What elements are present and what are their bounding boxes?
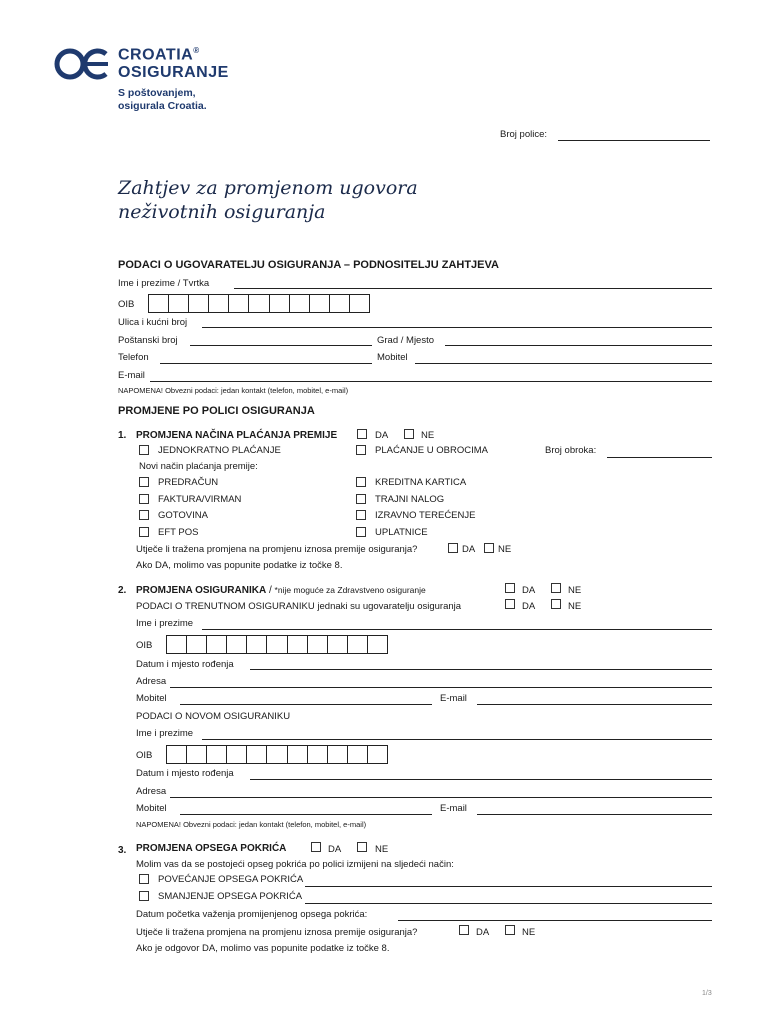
brand-logo xyxy=(54,44,254,84)
installments-checkbox[interactable] xyxy=(356,445,366,455)
s1-yes-label: DA xyxy=(375,430,389,441)
one-time-label: JEDNOKRATNO PLAĆANJE xyxy=(158,445,281,456)
oib-label: OIB xyxy=(118,299,135,310)
contractor-heading: PODACI O UGOVARATELJU OSIGURANJA – PODNOSITELJU ZAHTJEVA xyxy=(118,259,499,271)
new-email-label: E-mail xyxy=(440,803,467,814)
city-label: Grad / Mjesto xyxy=(377,335,435,346)
method-label-8: UPLATNICE xyxy=(375,527,428,538)
s3-affects-no-label: NE xyxy=(522,927,536,938)
new-insured-heading: PODACI O NOVOM OSIGURANIKU xyxy=(136,711,291,722)
name-field[interactable] xyxy=(234,288,712,289)
croatia-logo-icon xyxy=(54,46,110,82)
new-oib-field[interactable] xyxy=(166,745,388,764)
brand-name-1: CROATIA xyxy=(118,46,194,64)
s3-yes-label: DA xyxy=(328,844,342,855)
mobile-label: Mobitel xyxy=(377,352,408,363)
postal-label: Poštanski broj xyxy=(118,335,178,346)
method-label-3: GOTOVINA xyxy=(158,510,208,521)
method-checkbox-2[interactable] xyxy=(139,494,149,504)
same-as-label: PODACI O TRENUTNOM OSIGURANIKU jednaki su ugovaratelju osiguranja xyxy=(136,601,462,612)
form-title-1: Zahtjev za promjenom ugovora xyxy=(118,177,418,199)
postal-field[interactable] xyxy=(190,345,372,346)
s2-yes-label: DA xyxy=(522,585,536,596)
new-name-field[interactable] xyxy=(202,739,712,740)
current-mobile-label: Mobitel xyxy=(136,693,167,704)
method-label-7: IZRAVNO TEREĆENJE xyxy=(375,510,476,521)
s3-no-label: NE xyxy=(375,844,389,855)
s2-no-checkbox[interactable] xyxy=(551,583,561,593)
s2-slash: / xyxy=(266,585,275,596)
s2-title-row xyxy=(136,586,426,596)
s3-no-checkbox[interactable] xyxy=(357,842,367,852)
method-label-2: FAKTURA/VIRMAN xyxy=(158,494,242,505)
same-as-yes-label: DA xyxy=(522,601,536,612)
s1-affects-no-label: NE xyxy=(498,544,512,555)
name-label: Ime i prezime / Tvrtka xyxy=(118,278,210,289)
current-oib-label: OIB xyxy=(136,640,153,651)
method-checkbox-1[interactable] xyxy=(139,477,149,487)
current-address-label: Adresa xyxy=(136,676,167,687)
installments-count-label: Broj obroka: xyxy=(545,445,597,456)
s1-number: 1. xyxy=(118,430,127,441)
s1-yes-checkbox[interactable] xyxy=(357,429,367,439)
same-as-no-checkbox[interactable] xyxy=(551,599,561,609)
slogan-1: S poštovanjem, xyxy=(118,87,196,99)
start-date-label: Datum početka važenja promijenjenog opsega pokrića: xyxy=(136,909,368,920)
new-email-field[interactable] xyxy=(477,814,712,815)
increase-field[interactable] xyxy=(305,886,712,887)
s3-affects-yes-checkbox[interactable] xyxy=(459,925,469,935)
s3-number: 3. xyxy=(118,845,127,856)
current-email-field[interactable] xyxy=(477,704,712,705)
current-dob-field[interactable] xyxy=(250,669,712,670)
method-checkbox-8[interactable] xyxy=(356,527,366,537)
method-label-6: TRAJNI NALOG xyxy=(375,494,445,505)
current-name-label: Ime i prezime xyxy=(136,618,194,629)
s2-number: 2. xyxy=(118,585,127,596)
increase-checkbox[interactable] xyxy=(139,874,149,884)
page-number: 1/3 xyxy=(702,990,712,997)
changes-heading: PROMJENE PO POLICI OSIGURANJA xyxy=(118,405,315,417)
s1-affects-no-checkbox[interactable] xyxy=(484,543,494,553)
oib-field[interactable] xyxy=(148,294,370,313)
same-as-yes-checkbox[interactable] xyxy=(505,599,515,609)
new-address-label: Adresa xyxy=(136,786,167,797)
street-label: Ulica i kućni broj xyxy=(118,317,188,328)
new-mobile-label: Mobitel xyxy=(136,803,167,814)
decrease-label: SMANJENJE OPSEGA POKRIĆA xyxy=(158,891,303,902)
new-oib-label: OIB xyxy=(136,750,153,761)
policy-number-field[interactable] xyxy=(558,140,710,141)
phone-field[interactable] xyxy=(160,363,372,364)
current-mobile-field[interactable] xyxy=(180,704,432,705)
s1-no-checkbox[interactable] xyxy=(404,429,414,439)
s1-no-label: NE xyxy=(421,430,435,441)
new-mobile-field[interactable] xyxy=(180,814,432,815)
new-name-label: Ime i prezime xyxy=(136,728,194,739)
contact-note: NAPOMENA! Obvezni podaci: jedan kontakt (telefon, mobitel, e-mail) xyxy=(118,386,349,395)
installments-label: PLAĆANJE U OBROCIMA xyxy=(375,445,488,456)
email-label: E-mail xyxy=(118,370,145,381)
s3-yes-checkbox[interactable] xyxy=(311,842,321,852)
method-label-4: EFT POS xyxy=(158,527,199,538)
s3-intro: Molim vas da se postojeći opseg pokrića po polici izmijeni na sljedeći način: xyxy=(136,859,454,870)
registered-mark: ® xyxy=(193,46,200,55)
s1-affects-label: Utječe li tražena promjena na promjenu iznosa premije osiguranja? xyxy=(136,544,418,555)
s2-title: PROMJENA OSIGURANIKA xyxy=(136,585,267,596)
method-checkbox-6[interactable] xyxy=(356,494,366,504)
policy-number-label: Broj police: xyxy=(500,129,547,140)
method-label-5: KREDITNA KARTICA xyxy=(375,477,467,488)
s1-affects-yes-checkbox[interactable] xyxy=(448,543,458,553)
same-as-no-label: NE xyxy=(568,601,582,612)
new-address-field[interactable] xyxy=(170,797,712,798)
new-method-label: Novi način plaćanja premije: xyxy=(139,461,258,472)
new-dob-field[interactable] xyxy=(250,779,712,780)
current-name-field[interactable] xyxy=(202,629,712,630)
new-dob-label: Datum i mjesto rođenja xyxy=(136,768,234,779)
method-checkbox-7[interactable] xyxy=(356,510,366,520)
method-checkbox-4[interactable] xyxy=(139,527,149,537)
slogan-2: osigurala Croatia. xyxy=(118,100,207,112)
city-field[interactable] xyxy=(445,345,712,346)
s3-affects-yes-label: DA xyxy=(476,927,490,938)
installments-count-field[interactable] xyxy=(607,457,712,458)
s3-if-yes-note: Ako je odgovor DA, molimo vas popunite podatke iz točke 8. xyxy=(136,943,390,954)
s3-affects-label: Utječe li tražena promjena na promjenu iznosa premije osiguranja? xyxy=(136,927,418,938)
method-checkbox-3[interactable] xyxy=(139,510,149,520)
decrease-field[interactable] xyxy=(305,903,712,904)
s2-no-label: NE xyxy=(568,585,582,596)
email-field[interactable] xyxy=(150,381,712,382)
method-checkbox-5[interactable] xyxy=(356,477,366,487)
s2-contact-note: NAPOMENA! Obvezni podaci: jedan kontakt (telefon, mobitel, e-mail) xyxy=(136,820,367,829)
increase-label: POVEĆANJE OPSEGA POKRIĆA xyxy=(158,874,304,885)
s3-affects-no-checkbox[interactable] xyxy=(505,925,515,935)
s1-if-yes-note: Ako DA, molimo vas popunite podatke iz točke 8. xyxy=(136,560,343,571)
phone-label: Telefon xyxy=(118,352,149,363)
current-address-field[interactable] xyxy=(170,687,712,688)
one-time-checkbox[interactable] xyxy=(139,445,149,455)
current-oib-field[interactable] xyxy=(166,635,388,654)
street-field[interactable] xyxy=(202,327,712,328)
s2-note: *nije moguće za Zdravstveno osiguranje xyxy=(274,585,426,595)
s1-affects-yes-label: DA xyxy=(462,544,476,555)
brand-name-2: OSIGURANJE xyxy=(118,64,229,81)
s3-title: PROMJENA OPSEGA POKRIĆA xyxy=(136,843,287,854)
method-label-1: PREDRAČUN xyxy=(158,477,219,488)
form-title-2: neživotnih osiguranja xyxy=(118,201,326,223)
mobile-field[interactable] xyxy=(415,363,712,364)
current-email-label: E-mail xyxy=(440,693,467,704)
current-dob-label: Datum i mjesto rođenja xyxy=(136,659,234,670)
s1-title: PROMJENA NAČINA PLAĆANJA PREMIJE xyxy=(136,430,338,441)
s2-yes-checkbox[interactable] xyxy=(505,583,515,593)
start-date-field[interactable] xyxy=(398,920,712,921)
decrease-checkbox[interactable] xyxy=(139,891,149,901)
